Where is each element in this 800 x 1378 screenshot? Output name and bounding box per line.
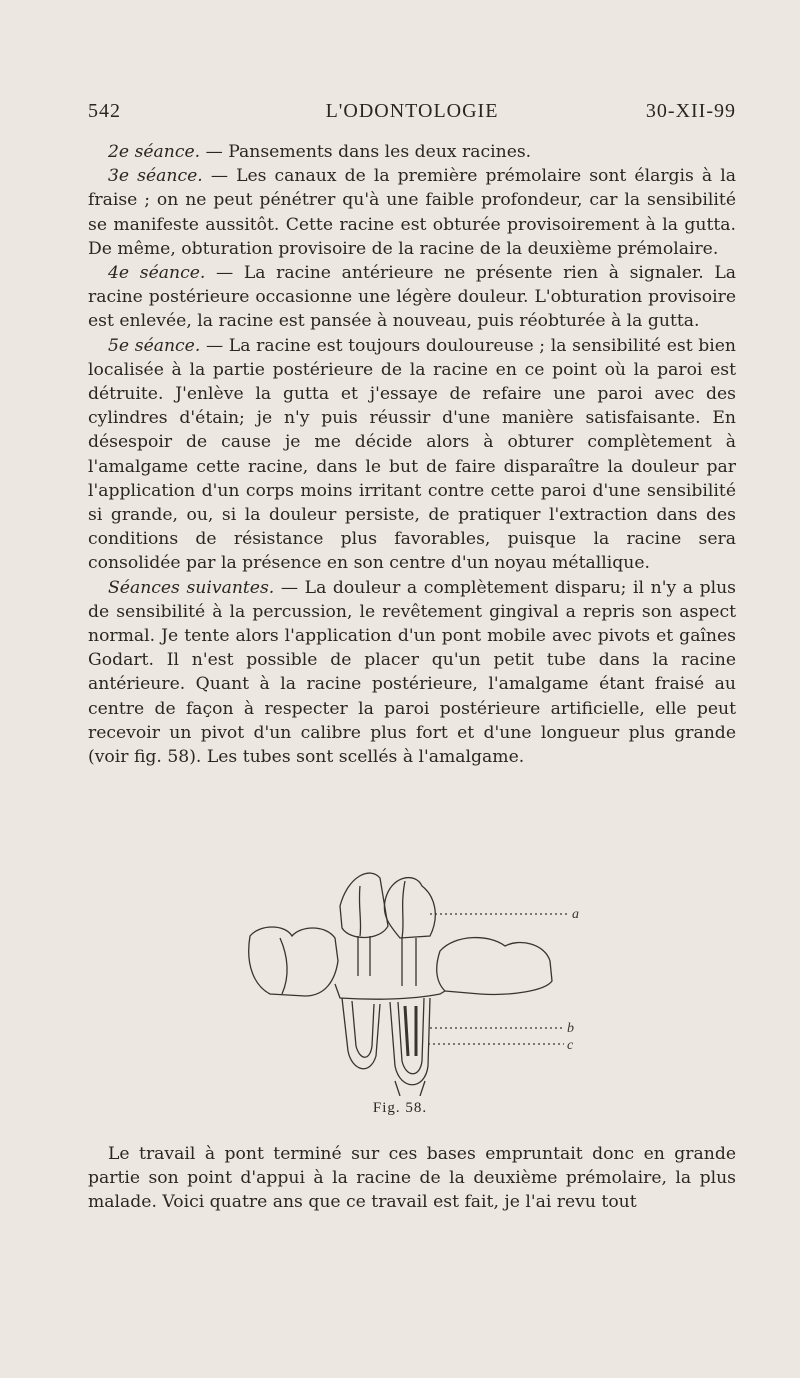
figure-label-b: b xyxy=(567,1021,574,1036)
seance-label: 5e séance. xyxy=(108,335,201,356)
figure-label-a: a xyxy=(572,907,579,922)
paragraph-text: — Pansements dans les deux racines. xyxy=(200,142,532,162)
paragraph-text: — Les canaux de la première prémolaire sont élargis à la fraise ; on ne peut pénétrer qu'à une faible profondeur, car la sensibilité se manifeste aussitôt. Cette racine est obturée provisoirement à la gutta. De même, obturation provisoire de la racine de la deuxième prémolaire. xyxy=(88,166,736,259)
dental-bridge-drawing xyxy=(230,866,610,1096)
seance-label: 4e séance. xyxy=(108,263,206,284)
closing-paragraph: Le travail à pont terminé sur ces bases empruntait donc en grande partie son point d'appui à la racine de la deuxième prémolaire, la plus malade. Voici quatre ans que ce travail est fait, je l'ai revu tout xyxy=(88,1144,736,1213)
closing-text xyxy=(88,1142,736,1215)
figure-caption: Fig. 58. xyxy=(372,1100,428,1116)
body-text xyxy=(88,140,736,769)
seance-label: 2e séance. xyxy=(108,142,201,162)
figure-58-illustration xyxy=(230,866,610,1096)
paragraph-seance-4 xyxy=(88,261,736,334)
running-header xyxy=(88,100,736,130)
paragraph-text: — La douleur a complètement disparu; il n'y a plus de sensibilité à la percussion, le revêtement gingival a repris son aspect normal. Je tente alors l'application d'un pont mobile avec pivots et gaînes Godart. Il n'est possible de placer qu'un petit tube dans la racine antérieure. Quant à la racine postérieure, l'amalgame étant fraisé au centre de façon à respecter la paroi postérieure artificielle, elle peut recevoir un pivot d'un calibre plus fort et d'une longueur plus grande (voir fig. 58). Les tubes sont scellés à l'amalgame. xyxy=(88,577,736,768)
paragraph-seance-5 xyxy=(88,334,736,576)
paragraph-seance-3 xyxy=(88,164,736,261)
paragraph-seance-2 xyxy=(88,140,736,164)
paragraph-seances-suivantes xyxy=(88,576,736,770)
paragraph-text: — La racine antérieure ne présente rien à signaler. La racine postérieure occasionne une légère douleur. L'obturation provisoire est enlevée, la racine est pansée à nouveau, puis réobturée à la gutta. xyxy=(88,263,737,332)
seance-label: Séances suivantes. xyxy=(108,577,275,598)
journal-title: L'ODONTOLOGIE xyxy=(325,100,499,122)
paragraph-text: — La racine est toujours douloureuse ; la sensibilité est bien localisée à la partie postérieure de la racine en ce point où la paroi est détruite. J'enlève la gutta et j'essaye de refaire une paroi avec des cylindres d'étain; je n'y puis réussir d'une manière satisfaisante. En désespoir de cause je me décide alors à obturer complètement à l'amalgame cette racine, dans le but de faire disparaître la douleur par l'application d'un corps moins irritant contre cette paroi d'une sensibilité si grande, ou, si la douleur persiste, de pratiquer l'extraction dans des conditions de résistance plus favorables, puisque la racine sera consolidée par la présence en son centre d'un noyau métallique. xyxy=(88,335,737,574)
seance-label: 3e séance. xyxy=(108,166,203,187)
issue-date: 30-XII-99 xyxy=(645,100,736,122)
figure-label-c: c xyxy=(567,1038,574,1053)
page-number: 542 xyxy=(88,100,121,122)
